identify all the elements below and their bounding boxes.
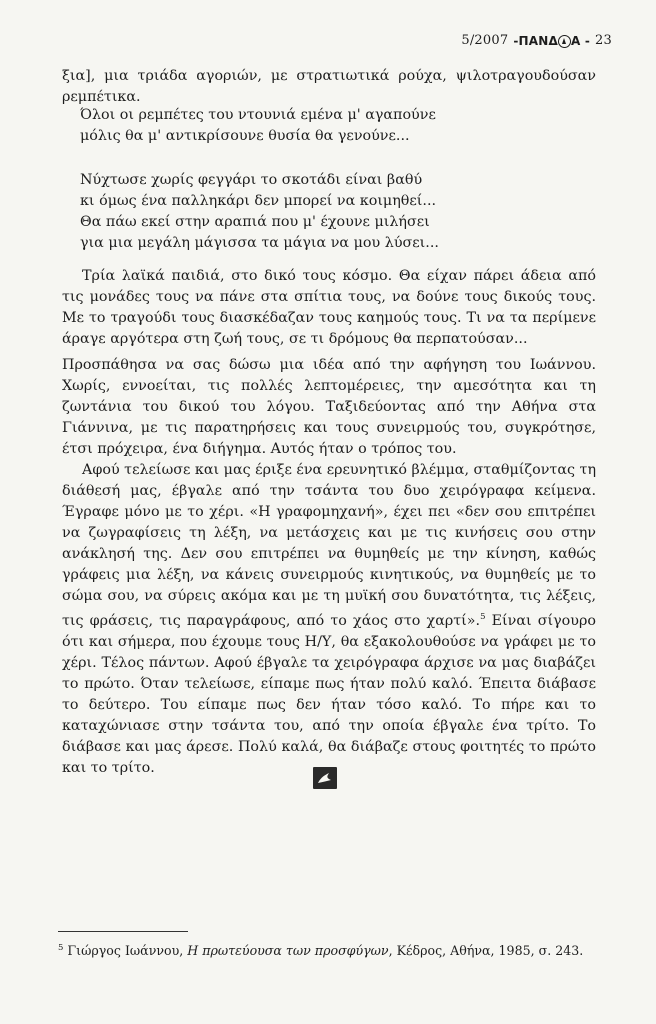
magazine-logo-icon [558, 35, 571, 48]
book-title: Η πρωτεύουσα των προσφύγων [187, 943, 389, 959]
paragraph-narration: Προσπάθησα να σας δώσω μια ιδέα από την αφήγηση του Ιωάννου. Χωρίς, εννοείται, τις πολλές λεπτομέρειες, την αμεσότητα και τη ζωντάνια του δικού του λόγου. Ταξιδεύοντας από την Αθήνα στα Γιάννινα, με τις παρατηρήσεις και τους συνειρμούς του, συγκρότησε, έτσι πρόχειρα, ένα διήγημα. Αυτός ήταν ο τρόπος του. Αφού τελείωσε και μας έριξε ένα ερευνητικό βλέμμα, σταθμίζοντας τη διάθεσή μας, έβγαλε από την τσάντα του δυο χειρόγραφα κείμενα. Έγραφε μόνο με το χέρι. «Η γραφομηχανή», έχει πει «δεν σου επιτρέπει να ζωγραφίσεις τη λέξη, να μετάσχεις και με τις κινήσεις σου στην ανάκλησή της. Δεν σου επιτρέπει να θυμηθείς με την κίνηση, καθώς γράφεις μια λέξη, να κάνεις συνειρμούς κινητικούς, να θυμηθείς με το σώμα σου, να σύρεις ακόμα και με τη μυϊκή σου δυνατότητα, τις λέξεις, τις φράσεις, τις παραγράφους, από το χάος στο χαρτί».$^5$ Είναι σίγουρο ότι και σήμερα, που έχουμε τους Η/Υ, θα εξακολουθούσε να γράφει με το χέρι. Τέλος πάντων. Αφού έβγαλε τα χειρόγραφα άρχισε να μας διαβάζει το πρώτο. Όταν τελείωσε, είπαμε πως ήταν πολύ καλό. Έπειτα διάβασε το δεύτερο. Του είπαμε πως δεν ήταν τόσο καλό. Το πήρε και το καταχώνιασε στην τσάντα του, από την οποία έβγαλε ένα τρίτο. Το διάβασε και μας άρεσε. Πολύ καλά, θα διάβαζε στους φοιτητές το πρώτο και το τρίτο. [62, 355, 596, 779]
verse-line: Νύχτωσε χωρίς φεγγάρι το σκοτάδι είναι βαθύ [80, 172, 423, 188]
footnote-reference: 5 [480, 612, 486, 622]
verse-stanza-1 [80, 105, 580, 147]
first-line: ξια], μια τριάδα αγοριών, με στρατιωτικά ρούχα, ψιλοτραγουδούσαν ρεμπέτικα. [62, 68, 596, 105]
paragraph-manuscripts: Αφού τελείωσε και μας έριξε ένα ερευνητικό βλέμμα, σταθμίζοντας τη διάθεσή μας, έβγαλε από την τσάντα του δυο χειρόγραφα κείμενα. Έγραφε μόνο με το χέρι. «Η γραφομηχανή», έχει πει «δεν σου επιτρέπει να ζωγραφίσεις τη λέξη, να μετάσχεις και με τις κινήσεις σου στην ανάκλησή της. Δεν σου επιτρέπει να θυμηθείς με την κίνηση, καθώς γράφεις μια λέξη, να κάνεις συνειρμούς κινητικούς, να θυμηθείς με το σώμα σου, να σύρεις ακόμα και με τη μυϊκή σου δυνατότητα, τις λέξεις, τις φράσεις, τις παραγράφους, από το χάος στο χαρτί».$^5$ Είναι σίγουρο ότι και σήμερα, που έχουμε τους Η/Υ, θα εξακολουθούσε να γράφει με το χέρι. Τέλος πάντων. Αφού έβγαλε τα χειρόγραφα άρχισε να μας διαβάζει το πρώτο. Όταν τελείωσε, είπαμε πως ήταν πολύ καλό. Έπειτα διάβασε το δεύτερο. Του είπαμε πως δεν ήταν τόσο καλό. Το πήρε και το καταχώνιασε στην τσάντα του, από την οποία έβγαλε ένα τρίτο. Το διάβασε και μας άρεσε. Πολύ καλά, θα διάβαζε στους φοιτητές το πρώτο και το τρίτο. [62, 462, 597, 776]
ornament-icon [313, 767, 337, 789]
running-header [461, 33, 612, 48]
verse-line: Θα πάω εκεί στην αραπιά που μ' έχουνε μιλήσει [80, 214, 430, 230]
issue-number: 5/2007 [461, 33, 509, 48]
verse-line: κι όμως ένα παλληκάρι δεν μπορεί να κοιμηθεί... [80, 193, 437, 209]
paragraph-three-children: Τρία λαϊκά παιδιά, στο δικό τους κόσμο. Θα είχαν πάρει άδεια από τις μονάδες τους να πάνε στα σπίτια τους, να δούνε τους δικούς τους. Με το τραγούδι τους διασκέδαζαν τους καημούς τους. Τι να τα περίμενε άραγε αργότερα στη ζωή τους, σε τι δρόμους θα περπατούσαν... [62, 268, 596, 347]
footnote: $^5$ Γιώργος Ιωάννου, Η πρωτεύουσα των προσφύγων, Κέδρος, Αθήνα, 1985, σ. 243. [58, 943, 584, 959]
page-number: 23 [595, 33, 612, 48]
footnote-rule [58, 931, 188, 932]
verse-stanza-2 [80, 170, 580, 254]
verse-line: Όλοι οι ρεμπέτες του ντουνιά εμένα μ' αγαπούνε [80, 107, 436, 123]
verse-line: μόλις θα μ' αντικρίσουνε θυσία θα γενούνε... [80, 128, 410, 144]
verse-line: για μια μεγάλη μάγισσα τα μάγια να μου λύσει... [80, 235, 439, 251]
magazine-name: -ΠΑΝΔ Α - [513, 33, 591, 48]
